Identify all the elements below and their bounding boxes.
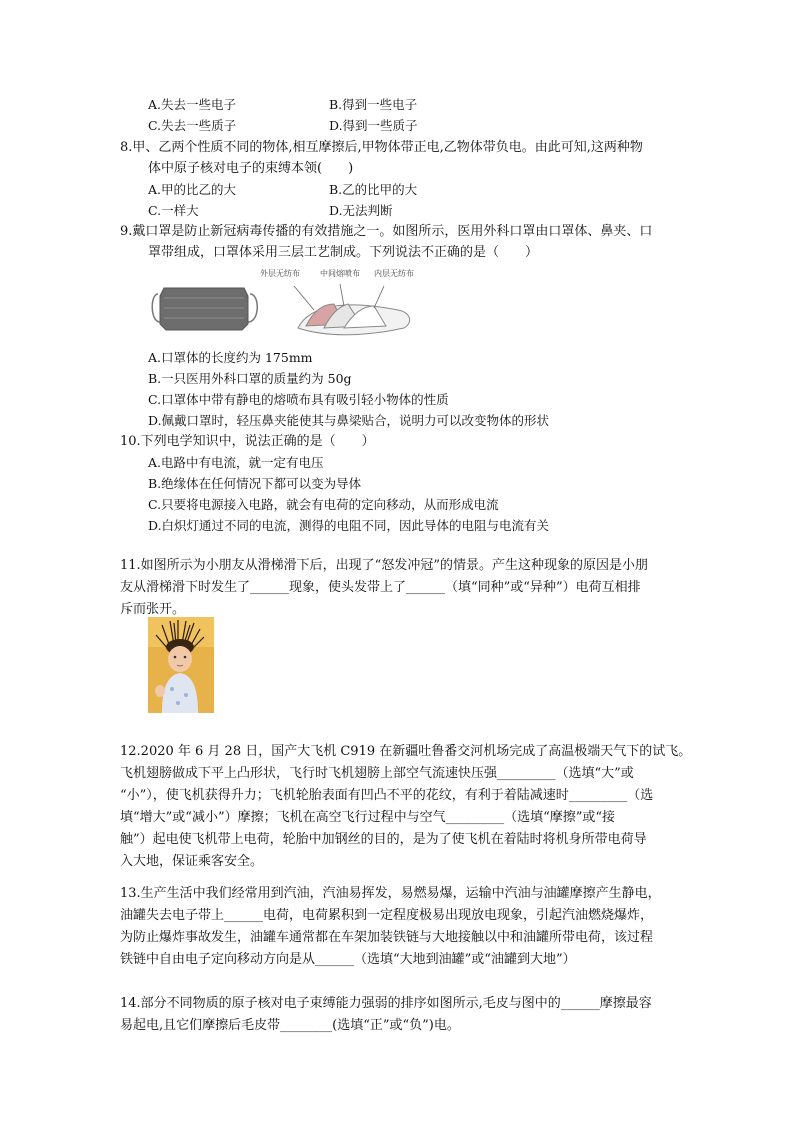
q9-option-d: D.佩戴口罩时，轻压鼻夹能使其与鼻梁贴合，说明力可以改变物体的形状 (148, 413, 550, 428)
q12-line-1: 12.2020 年 6 月 28 日，国产大飞机 C919 在新疆吐鲁番交河机场完成了高温极端天气下的试飞。 (120, 744, 692, 759)
q12-line-2: 飞机翅膀做成下平上凸形状，飞行时飞机翅膀上部空气流速快压强_________（选填“大”或 (120, 766, 634, 781)
q12-line-5: 触”）起电使飞机带上电荷，轮胎中加钢丝的目的，是为了使飞机在着陆时将机身所带电荷导 (120, 832, 647, 847)
q12-line-3: “小”），使飞机获得升力；飞机轮胎表面有凹凸不平的花纹，有利于着陆减速时_________（选 (120, 788, 654, 803)
q9-option-b: B.一只医用外科口罩的质量约为 50g (148, 371, 352, 386)
q14-line-2: 易起电,且它们摩擦后毛皮带________(选填“正”或“负”)电。 (120, 1018, 460, 1033)
q8-stem-line-1: 8.甲、乙两个性质不同的物体,相互摩擦后,甲物体带正电,乙物体带负电。由此可知,这两种物 (120, 140, 643, 155)
q10-option-c: C.只要将电源接入电路，就会有电荷的定向移动，从而形成电流 (148, 497, 499, 512)
mask-label-inner: 内层无纺布 (374, 269, 414, 278)
q7-option-c: C.失去一些质子 (148, 118, 237, 133)
q11-line-1: 11.如图所示为小朋友从滑梯滑下后，出现了“怒发冲冠”的情景。产生这种现象的原因是小朋 (120, 558, 648, 573)
q10-option-d: D.白炽灯通过不同的电流，测得的电阻不同，因此导体的电阻与电流有关 (148, 518, 550, 533)
q8-option-b: B.乙的比甲的大 (329, 182, 418, 197)
q7-option-d: D.得到一些质子 (329, 118, 418, 133)
q7-option-a: A.失去一些电子 (148, 97, 237, 112)
q8-option-c: C.一样大 (148, 203, 199, 218)
q13-line-3: 为防止爆炸事故发生，油罐车通常都在车架加装铁链与大地接触以中和油罐所带电荷，该过程 (120, 930, 654, 945)
q8-option-a: A.甲的比乙的大 (148, 182, 237, 197)
q10-option-b: B.绝缘体在任何情况下都可以变为导体 (148, 476, 362, 491)
q14-line-1: 14.部分不同物质的原子核对电子束缚能力强弱的排序如图所示,毛皮与图中的______摩擦最容 (120, 996, 652, 1011)
q8-option-d: D.无法判断 (329, 203, 393, 218)
q9-option-c: C.口罩体中带有静电的熔喷布具有吸引轻小物体的性质 (148, 392, 449, 407)
q9-option-a: A.口罩体的长度约为 175mm (148, 350, 313, 365)
layered-mask-illustration (294, 284, 410, 335)
q11-line-3: 斥而张开。 (120, 602, 186, 617)
q7-option-b: B.得到一些电子 (329, 97, 418, 112)
child-static-hair-photo (148, 617, 214, 713)
mask-label-outer: 外层无纺布 (260, 269, 300, 278)
flat-mask-illustration (152, 288, 257, 330)
q8-stem-line-2: 体中原子核对电子的束缚本领( ) (148, 161, 354, 176)
q12-line-6: 入大地，保证乘客安全。 (120, 854, 264, 869)
mask-label-middle: 中间熔喷布 (320, 269, 360, 278)
q9-stem-line-1: 9.戴口罩是防止新冠病毒传播的有效措施之一。如图所示，医用外科口罩由口罩体、鼻夹、口 (120, 224, 653, 239)
face-mask-figure (148, 264, 420, 340)
q9-stem-line-2: 罩带组成，口罩体采用三层工艺制成。下列说法不正确的是（ ） (148, 245, 539, 260)
q13-line-2: 油罐失去电子带上______电荷，电荷累积到一定程度极易出现放电现象，引起汽油燃烧爆炸， (120, 908, 654, 923)
q13-line-1: 13.生产生活中我们经常用到汽油，汽油易挥发，易燃易爆，运输中汽油与油罐摩擦产生静电， (120, 886, 661, 901)
q13-line-4: 铁链中自由电子定向移动方向是从______（选填“大地到油罐”或“油罐到大地”） (120, 952, 576, 967)
q10-option-a: A.电路中有电流，就一定有电压 (148, 455, 324, 470)
q10-stem: 10.下列电学知识中，说法正确的是（ ） (120, 434, 375, 449)
q12-line-4: 填“增大”或“减小”）摩擦；飞机在高空飞行过程中与空气_________（选填“摩擦”或“接 (120, 810, 616, 825)
q11-line-2: 友从滑梯滑下时发生了______现象，使头发带上了______（填“同种”或“异种”）电荷互相排 (120, 580, 641, 595)
